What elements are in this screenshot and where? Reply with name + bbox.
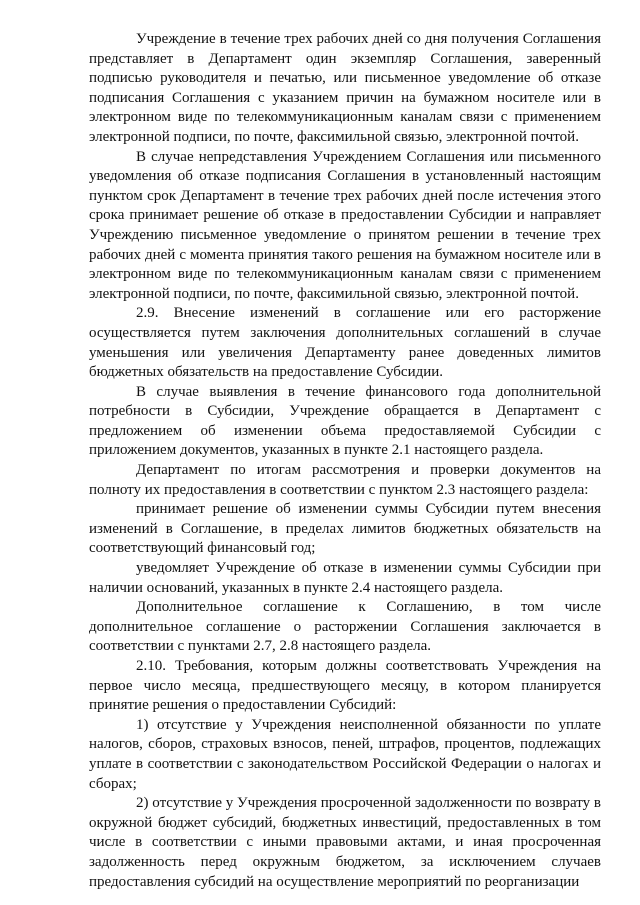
paragraph-non-submission: В случае непредставления Учреждением Соглашения или письменного уведомления об отказе подписания Соглашения в установленный настоящим пунктом срок Департамент в течение трех рабочих дней после истечения этого срока принимает решение об отказе в предоставлении Субсидии и направляет Учреждению письменное уведомление о принятом решении в течение трех рабочих дней с момента принятия такого решения на бумажном носителе или в электронном виде по телекоммуникационным каналам связи с применением электронной подписи, по почте, факсимильной связью, электронной почтой. [89,148,601,302]
paragraph-2-10: 2.10. Требования, которым должны соответствовать Учреждения на первое число месяца, предшествующего месяцу, в котором планируется принятие решения о предоставлении Субсидий: [89,658,601,714]
paragraph-department-review: Департамент по итогам рассмотрения и проверки документов на полноту их предоставления в соответствии с пунктом 2.3 настоящего раздела: [89,462,601,498]
paragraph-additional-agreement: Дополнительное соглашение к Соглашению, в том числе дополнительное соглашение о расторжении Соглашения заключается в соответствии с пунктами 2.7, 2.8 настоящего раздела. [89,599,601,655]
paragraph-requirement-2: 2) отсутствие у Учреждения просроченной задолженности по возврату в окружной бюджет субсидий, бюджетных инвестиций, предоставленных в том числе в соответствии с иными правовыми актами, и иная просроченная задолженность перед окружным бюджетом, за исключением случаев предоставления субсидий на осуществление мероприятий по реорганизации [89,795,601,890]
document-page [89,30,601,892]
paragraph-notify-refusal: уведомляет Учреждение об отказе в изменении суммы Субсидии при наличии оснований, указанных в пункте 2.4 настоящего раздела. [89,560,601,596]
paragraph-additional-need: В случае выявления в течение финансового года дополнительной потребности в Субсидии, Учреждение обращается в Департамент с предложением об изменении объема предоставляемой Субсидии с приложением документов, указанных в пункте 2.1 настоящего раздела. [89,383,601,459]
paragraph-requirement-1: 1) отсутствие у Учреждения неисполненной обязанности по уплате налогов, сборов, страховых взносов, пеней, штрафов, процентов, подлежащих уплате в соответствии с законодательством Российской Федерации о налогах и сборах; [89,716,601,792]
paragraph-agreement-submission: Учреждение в течение трех рабочих дней со дня получения Соглашения представляет в Департамент один экземпляр Соглашения, заверенный подписью руководителя и печатью, или письменное уведомление об отказе подписания Соглашения с указанием причин на бумажном носителе или в электронном виде по телекоммуникационным каналам связи с применением электронной подписи, по почте, факсимильной связью, электронной почтой. [89,31,601,145]
paragraph-2-9: 2.9. Внесение изменений в соглашение или его расторжение осуществляется путем заключения дополнительных соглашений в случае уменьшения или увеличения Департаменту ранее доведенных лимитов бюджетных обязательств на предоставление Субсидии. [89,305,601,381]
paragraph-decision-change: принимает решение об изменении суммы Субсидии путем внесения изменений в Соглашение, в пределах лимитов бюджетных обязательств на соответствующий финансовый год; [89,501,601,557]
